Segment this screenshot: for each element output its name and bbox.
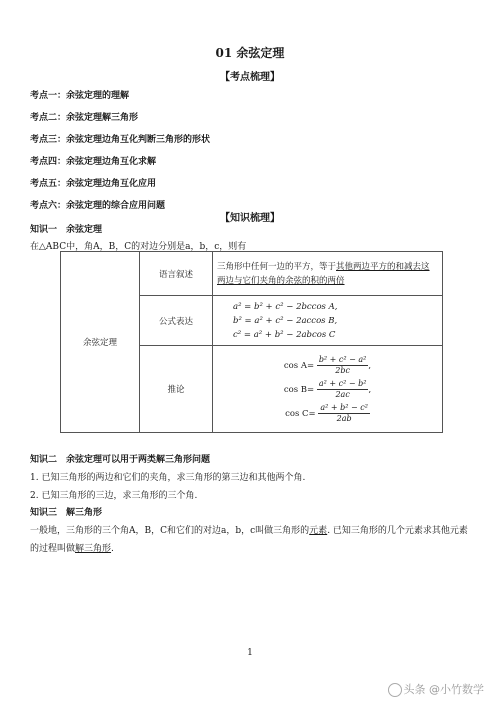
row-label-verbal: 语言叙述	[140, 252, 213, 296]
k3-term-element: 元素	[309, 526, 328, 536]
watermark	[388, 681, 485, 697]
cos-b-lhs: cos B=	[283, 384, 315, 395]
k3-line1-tail: . 已知三角形的几个元素求其他元素	[327, 526, 468, 536]
page-number: 1	[247, 648, 253, 658]
knowledge-2-title: 知识二 余弦定理可以用于两类解三角形问题	[30, 455, 211, 465]
knowledge-3-line-2	[30, 541, 114, 554]
knowledge-3-line-1	[30, 523, 468, 536]
formula-c: c² = a² + b² − 2abcos C	[233, 329, 336, 340]
cos-a-formula	[217, 355, 438, 376]
table-main-label: 余弦定理	[61, 252, 140, 433]
verbal-underlined: 其他两边平方的和减去这两边与它们夹角的余弦的积的两倍	[217, 261, 430, 286]
formula-a: a² = b² + c² − 2bccos A,	[233, 301, 338, 312]
verbal-statement	[213, 252, 443, 296]
k3-term-solve-triangle: 解三角形	[75, 544, 112, 554]
watermark-text: 头条 @小竹数学	[403, 683, 484, 696]
verbal-plain: 三角形中任何一边的平方，等于	[217, 261, 337, 272]
cos-c-fraction	[318, 403, 370, 424]
cos-b-tail: ,	[368, 384, 372, 395]
formula-cell	[213, 296, 443, 346]
knowledge-1-title: 知识一 余弦定理	[30, 225, 103, 235]
kaodian-item: 考点六：余弦定理的综合应用问题	[30, 201, 166, 211]
cos-a-tail: ,	[368, 360, 372, 371]
cos-a-num: b² + c² − a²	[318, 354, 367, 364]
watermark-logo-icon	[388, 683, 402, 697]
cos-b-formula	[217, 379, 438, 400]
knowledge-2-item: 1. 已知三角形的两边和它们的夹角，求三角形的第三边和其他两个角.	[30, 473, 306, 483]
kaodian-item: 考点三：余弦定理边角互化判断三角形的形状	[30, 135, 211, 145]
kaodian-item: 考点一：余弦定理的理解	[30, 91, 130, 101]
k3-line2-tail: .	[111, 544, 114, 554]
cos-c-num: a² + b² − c²	[320, 402, 368, 412]
cos-c-den: 2ab	[336, 413, 352, 423]
row-label-formula: 公式表达	[140, 296, 213, 346]
page-title: 01 余弦定理	[215, 46, 285, 60]
row-label-corollary: 推论	[140, 346, 213, 433]
kaodian-heading: 【考点梳理】	[220, 72, 280, 83]
corollary-cell	[213, 346, 443, 433]
cos-a-fraction	[317, 354, 372, 376]
k3-line2-text: 的过程叫做	[30, 544, 76, 554]
formula-b: b² = a² + c² − 2accos B,	[233, 315, 338, 326]
knowledge-2-item: 2. 已知三角形的三边，求三角形的三个角.	[30, 491, 198, 501]
cos-b-num: a² + c² − b²	[318, 378, 367, 388]
k3-line1-text: 一般地，三角形的三个角A，B，C和它们的对边a，b，c叫做三角形的	[30, 526, 310, 536]
kaodian-item: 考点二：余弦定理解三角形	[30, 113, 139, 123]
kaodian-item: 考点五：余弦定理边角互化应用	[30, 179, 157, 189]
cos-c-formula	[217, 403, 438, 424]
zhishi-heading: 【知识梳理】	[220, 213, 280, 224]
cos-c-lhs: cos C=	[285, 408, 316, 419]
cos-a-lhs: cos A=	[283, 360, 315, 371]
cos-b-den: 2ac	[335, 389, 350, 399]
cosine-law-table	[60, 251, 443, 433]
cos-a-den: 2bc	[335, 365, 350, 375]
cos-b-fraction	[317, 378, 372, 400]
knowledge-3-title: 知识三 解三角形	[30, 508, 103, 518]
knowledge-1-intro: 在△ABC中，角A，B，C的对边分别是a，b，c，则有	[30, 242, 247, 252]
kaodian-item: 考点四：余弦定理边角互化求解	[30, 157, 157, 167]
